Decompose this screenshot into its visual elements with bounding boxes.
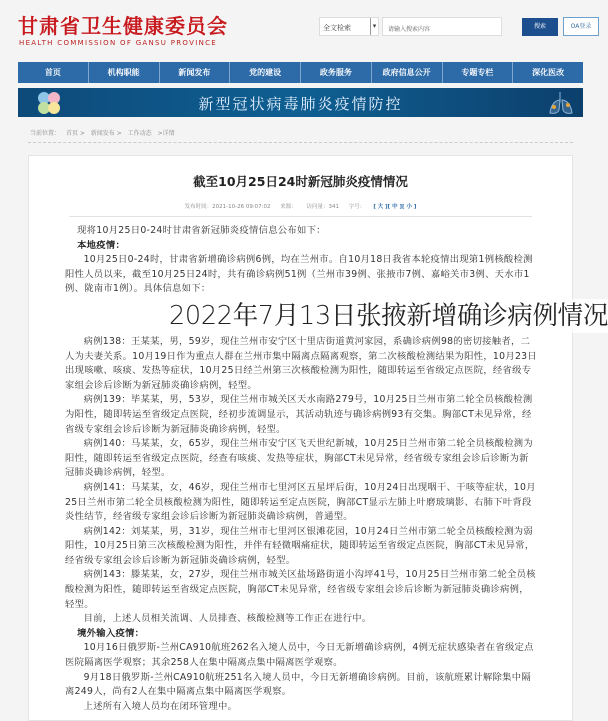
meta-divider [69, 216, 532, 217]
paragraph: 10月16日俄罗斯-兰州CA910航班262名入境人员中，今日无新增确诊病例，4例无症状感染者在省级定点医院隔离医学观察；其余258人在集中隔离点集中隔离医学观察。 [65, 642, 534, 669]
font-size-label: 字号： [348, 204, 366, 210]
breadcrumb [30, 128, 179, 137]
overlay-caption: 2022年7月13日张掖新增确诊病例情况 [169, 300, 608, 331]
site-logo[interactable]: 甘肃省卫生健康委员会 [18, 14, 228, 38]
breadcrumb-divider [28, 142, 573, 143]
paragraph: 9月18日俄罗斯-兰州CA910航班251名入境人员中，今日无新增确诊病例。目前，该航班累计解除集中隔离249人，尚有2人在集中隔离点集中隔离医学观察。 [65, 671, 531, 698]
breadcrumb-news[interactable]: 新闻发布 > [90, 130, 122, 137]
paragraph: 目前，上述人员相关流调、人员排查、核酸检测等工作正在进行中。 [83, 613, 372, 625]
nav-item-services[interactable]: 政务服务 [301, 62, 372, 83]
paragraph: 10月25日0-24时，甘肃省新增确诊病例6例，均在兰州市。自10月18日我省本轮疫情出现第1例核酸检测阳性人员以来，截至10月25日24时，共有确诊病例51例（兰州市39例、张掖市7例、嘉峪关市3例、天水市1例、陇南市1例）。具体信息如下： [65, 254, 533, 295]
nav-item-functions[interactable]: 机构职能 [89, 62, 160, 83]
nav-item-home[interactable]: 首页 [18, 62, 89, 83]
lungs-icon [547, 90, 575, 116]
breadcrumb-label: 当前位置： [30, 130, 61, 137]
imported-heading: 境外输入疫情： [77, 627, 145, 639]
search-button[interactable]: 搜索 [522, 18, 558, 36]
paragraph: 上述所有入境人员均在闭环管理中。 [83, 700, 238, 712]
paragraph: 病例138：王某某，男，59岁，现住兰州市安宁区十里店街道黄河家园，系确诊病例98的密切接触者，二人为夫妻关系。10月19日作为重点人群在兰州市集中隔离点隔离观察，第二次核酸检测结果为阳性，10月23日出现咳嗽、咳痰、发热等症状，10月25日经兰州第三次核酸检测为阳性，随即转运至省级定点医院，经省级专家组会诊后诊断为新冠肺炎确诊病例，轻型。 [65, 335, 537, 391]
local-heading: 本地疫情： [77, 239, 126, 251]
search-input[interactable]: 请输入搜索内容 [382, 17, 502, 36]
nav-item-disclosure[interactable]: 政府信息公开 [372, 62, 443, 83]
breadcrumb-work[interactable]: 工作动态 [127, 130, 152, 137]
search-type-select[interactable] [319, 17, 379, 36]
font-size-switcher[interactable]: [ 大 ][ 中 ][ 小 ] [373, 204, 417, 210]
article-title: 截至10月25日24时新冠肺炎疫情情况 [193, 174, 408, 189]
covid-banner[interactable] [18, 88, 583, 117]
main-nav [18, 62, 583, 83]
breadcrumb-home[interactable]: 首页 > [65, 130, 85, 137]
oa-login-button[interactable]: OA登录 [563, 17, 599, 36]
nav-item-party[interactable]: 党的建设 [230, 62, 301, 83]
article [28, 155, 608, 721]
site-header [18, 10, 592, 50]
paragraph: 病例139：毕某某，男，53岁，现住兰州市城关区天水南路279号，10月25日兰州市第二轮全员核酸检测为阳性，随即转运至省级定点医院，经初步流调显示，其活动轨迹与确诊病例93有交集。胸部CT未见异常，经省级专家组会诊后诊断为新冠肺炎确诊病例，轻型。 [65, 394, 533, 435]
breadcrumb-detail: >详情 [157, 130, 175, 137]
article-meta [29, 202, 572, 210]
banner-title: 新型冠状病毒肺炎疫情防控 [198, 95, 403, 113]
search-type-value: 全文检索 [323, 24, 351, 32]
view-count: 访问量：341 [306, 204, 340, 210]
paragraph: 病例143：滕某某，女，27岁，现住兰州市城关区盐场路街道小沟坪41号，10月25日兰州市第二轮全员核酸检测为阳性，随即转运至省级定点医院，胸部CT未见异常，经省级专家组会诊后诊断为新冠肺炎确诊病例，轻型。 [65, 569, 536, 610]
paragraph: 病例141：马某某，女，46岁，现住兰州市七里河区五星坪后街，10月24日出现咽干、干咳等症状，10月25日兰州市第二轮全员核酸检测为阳性，随即转运至定点医院，胸部CT显示左肺上叶磨玻璃影、右肺下叶背段炎性结节，经省级专家组会诊后诊断为新冠肺炎确诊病例，普通型。 [65, 481, 536, 523]
intro-paragraph: 现将10月25日0-24时甘肃省新冠肺炎疫情信息公布如下： [77, 225, 326, 236]
publish-time: 发布时间：2021-10-26 09:07:02 [184, 204, 271, 210]
nav-item-news[interactable]: 新闻发布 [160, 62, 231, 83]
source: 来源： [280, 204, 297, 210]
site-logo-english: HEALTH COMMISSION OF GANSU PROVINCE [19, 39, 218, 47]
nav-item-topics[interactable]: 专题专栏 [443, 62, 514, 83]
nav-item-reform[interactable]: 深化医改 [532, 68, 565, 77]
paragraph: 病例142：刘某某，男，31岁，现住兰州市七里河区银滩花园，10月24日兰州市第二轮全员核酸检测为弱阳性，10月25日第三次核酸检测为阳性，并伴有轻微咽痛症状，随即转运至省级定点医院，胸部CT未见异常，经省级专家组会诊后诊断为新冠肺炎确诊病例，轻型。 [65, 525, 535, 566]
chevron-down-icon: ▾ [370, 18, 378, 35]
article-body [65, 224, 608, 714]
paragraph: 病例140：马某某，女，65岁，现住兰州市安宁区飞天世纪新城，10月25日兰州市第二轮全员核酸检测为阳性，随即转运至省级定点医院，经查有咳痰、发热等症状，胸部CT未见异常，经省级专家组会诊后诊断为新冠肺炎确诊病例，轻型。 [65, 438, 534, 479]
